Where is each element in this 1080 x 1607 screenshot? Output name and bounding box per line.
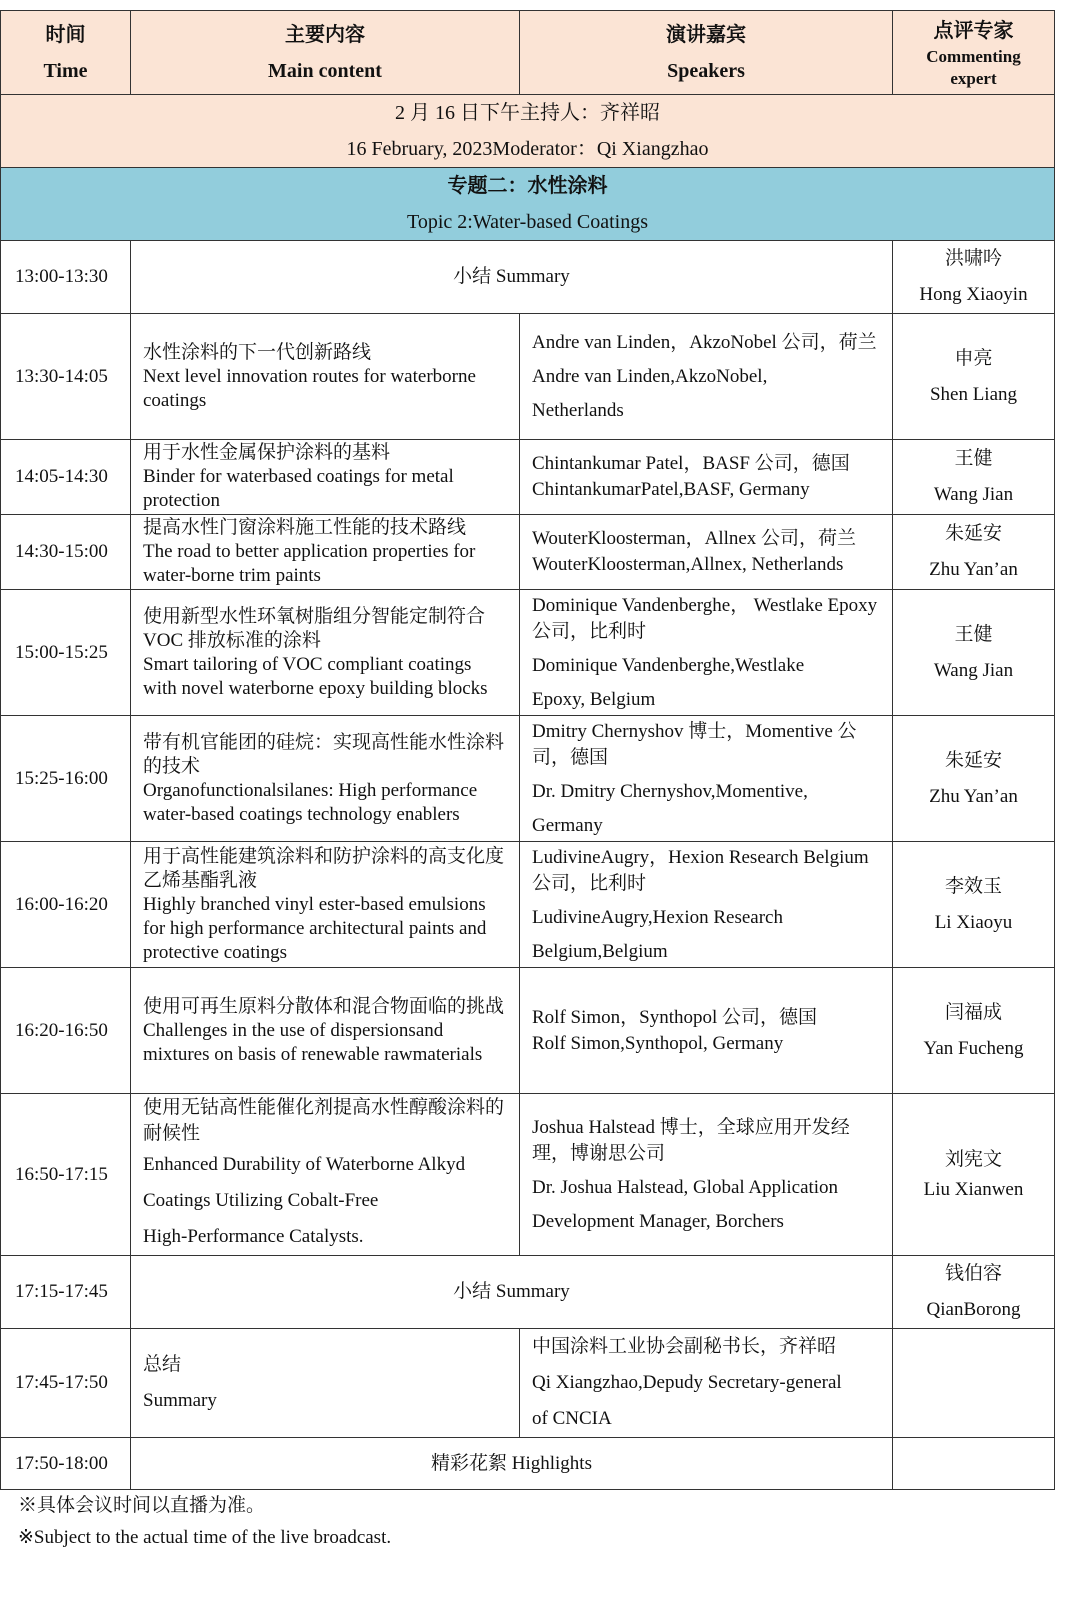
header-row — [1, 11, 1055, 95]
row-expert: 闫福成 Yan Fucheng — [893, 968, 1055, 1094]
row-speaker: Andre van Linden，AkzoNobel 公司，荷兰 Andre van Linden,AkzoNobel, Netherlands — [520, 314, 893, 440]
row-expert: 王健 Wang Jian — [893, 590, 1055, 716]
row-content: 使用可再生原料分散体和混合物面临的挑战 Challenges in the use of dispersionsand mixtures on basis of renewable rawmaterials — [131, 968, 520, 1094]
row-content: 用于高性能建筑涂料和防护涂料的高支化度乙烯基酯乳液 Highly branched vinyl ester-based emulsions for high performance architectural paints and protective coatings — [131, 842, 520, 968]
row-content: 用于水性金属保护涂料的基料 Binder for waterbased coatings for metal protection — [131, 440, 520, 515]
row-time: 16:20-16:50 — [1, 968, 131, 1094]
agenda-table-wrapper — [0, 10, 1055, 1490]
row-summary: 精彩花絮 Highlights — [131, 1438, 893, 1490]
row-summary: 小结 Summary — [131, 1256, 893, 1329]
row-content: 水性涂料的下一代创新路线 Next level innovation routes for waterborne coatings — [131, 314, 520, 440]
row-time: 13:30-14:05 — [1, 314, 131, 440]
table-row — [1, 1094, 1055, 1256]
row-time: 16:00-16:20 — [1, 842, 131, 968]
table-row — [1, 1438, 1055, 1490]
row-time: 15:00-15:25 — [1, 590, 131, 716]
row-speaker: 中国涂料工业协会副秘书长，齐祥昭 Qi Xiangzhao,Depudy Secretary-general of CNCIA — [520, 1329, 893, 1438]
note-cn: ※具体会议时间以直播为准。 — [18, 1495, 266, 1516]
row-speaker: Dominique Vandenberghe， Westlake Epoxy 公司，比利时 Dominique Vandenberghe,Westlake Epoxy, Belgium — [520, 590, 893, 716]
row-speaker: Rolf Simon，Synthopol 公司，德国 Rolf Simon,Synthopol, Germany — [520, 968, 893, 1094]
topic-cell: 专题二：水性涂料 Topic 2:Water-based Coatings — [1, 168, 1055, 241]
topic-row — [1, 168, 1055, 241]
table-row — [1, 241, 1055, 314]
host-cell: 2 月 16 日下午主持人：齐祥昭 16 February, 2023Moderator：Qi Xiangzhao — [1, 95, 1055, 168]
row-speaker: Chintankumar Patel，BASF 公司，德国 ChintankumarPatel,BASF, Germany — [520, 440, 893, 515]
table-row — [1, 590, 1055, 716]
table-row — [1, 968, 1055, 1094]
row-expert: 王健 Wang Jian — [893, 440, 1055, 515]
row-time: 17:50-18:00 — [1, 1438, 131, 1490]
row-time: 17:15-17:45 — [1, 1256, 131, 1329]
row-time: 14:30-15:00 — [1, 515, 131, 590]
row-time: 15:25-16:00 — [1, 716, 131, 842]
row-expert: 朱延安 Zhu Yan’an — [893, 716, 1055, 842]
table-row — [1, 716, 1055, 842]
table-row — [1, 842, 1055, 968]
table-row — [1, 314, 1055, 440]
table-row — [1, 515, 1055, 590]
row-time: 14:05-14:30 — [1, 440, 131, 515]
row-speaker: Joshua Halstead 博士，全球应用开发经理，博谢思公司 Dr. Joshua Halstead, Global Application Development Manager, Borchers — [520, 1094, 893, 1256]
row-expert-empty — [893, 1438, 1055, 1490]
row-speaker: LudivineAugry，Hexion Research Belgium 公司，比利时 LudivineAugry,Hexion Research Belgium,Belgium — [520, 842, 893, 968]
row-time: 16:50-17:15 — [1, 1094, 131, 1256]
header-expert: 点评专家 Commenting expert — [893, 11, 1055, 95]
row-expert: 李效玉 Li Xiaoyu — [893, 842, 1055, 968]
agenda-table — [0, 10, 1055, 1490]
row-expert: 洪啸吟 Hong Xiaoyin — [893, 241, 1055, 314]
header-content: 主要内容 Main content — [131, 11, 520, 95]
row-speaker: Dmitry Chernyshov 博士，Momentive 公司，德国 Dr. Dmitry Chernyshov,Momentive, Germany — [520, 716, 893, 842]
row-expert: 刘宪文 Liu Xianwen — [893, 1094, 1055, 1256]
row-expert: 申亮 Shen Liang — [893, 314, 1055, 440]
table-row — [1, 440, 1055, 515]
row-time: 17:45-17:50 — [1, 1329, 131, 1438]
row-summary: 小结 Summary — [131, 241, 893, 314]
row-speaker: WouterKloosterman，Allnex 公司，荷兰 WouterKloosterman,Allnex, Netherlands — [520, 515, 893, 590]
row-content: 带有机官能团的硅烷：实现高性能水性涂料的技术 Organofunctionalsilanes: High performance water-based coatings technology enablers — [131, 716, 520, 842]
row-expert-empty — [893, 1329, 1055, 1438]
host-row — [1, 95, 1055, 168]
row-content: 提高水性门窗涂料施工性能的技术路线 The road to better application properties for water-borne trim paints — [131, 515, 520, 590]
row-content: 使用无钴高性能催化剂提高水性醇酸涂料的耐候性 Enhanced Durability of Waterborne Alkyd Coatings Utilizing Cobalt-Free High-Performance Catalysts. — [131, 1094, 520, 1256]
note-en: ※Subject to the actual time of the live broadcast. — [18, 1527, 392, 1548]
table-row — [1, 1256, 1055, 1329]
row-expert: 朱延安 Zhu Yan’an — [893, 515, 1055, 590]
row-content: 总结 Summary — [131, 1329, 520, 1438]
header-time: 时间 Time — [1, 11, 131, 95]
row-time: 13:00-13:30 — [1, 241, 131, 314]
row-content: 使用新型水性环氧树脂组分智能定制符合 VOC 排放标准的涂料 Smart tailoring of VOC compliant coatings with novel waterborne epoxy building blocks — [131, 590, 520, 716]
header-speakers: 演讲嘉宾 Speakers — [520, 11, 893, 95]
table-row — [1, 1329, 1055, 1438]
row-expert: 钱伯容 QianBorong — [893, 1256, 1055, 1329]
